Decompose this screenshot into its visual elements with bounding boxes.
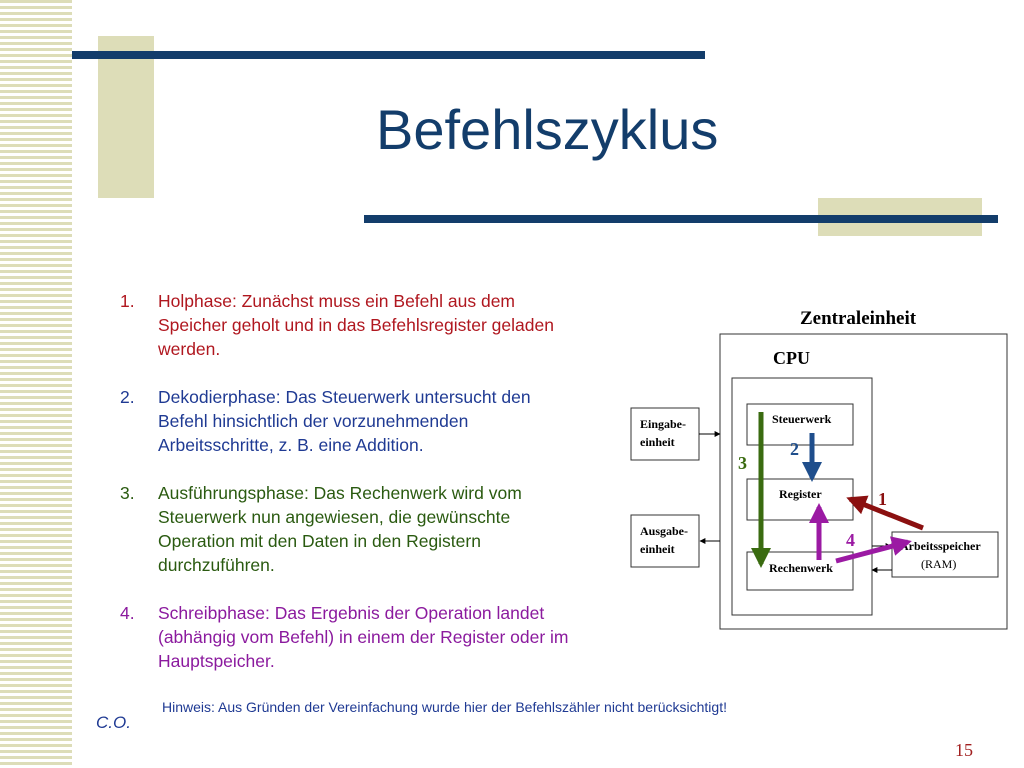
step-item <box>116 289 576 361</box>
accent-block-top <box>98 36 154 198</box>
step-list <box>116 289 576 697</box>
input-unit-box <box>631 408 699 460</box>
title-bar-bottom <box>364 215 998 223</box>
diagram-title: Zentraleinheit <box>800 308 917 329</box>
step-text: Schreibphase: Das Ergebnis der Operation landet (abhängig vom Befehl) in einem der Register oder im Hauptspeicher. <box>158 603 569 671</box>
output-unit-box <box>631 515 699 567</box>
register-label: Register <box>779 487 822 501</box>
slide-title: Befehlszyklus <box>376 98 719 161</box>
step-number: 1. <box>120 291 135 311</box>
step-item <box>116 481 576 577</box>
decorative-stripes <box>0 0 72 768</box>
memory-label-line: (RAM) <box>921 557 957 571</box>
cpu-label: CPU <box>773 348 810 368</box>
step-number: 3. <box>120 483 135 503</box>
arrow-label-1: 1 <box>878 489 887 509</box>
page-number: 15 <box>955 740 973 760</box>
arrow-label-2: 2 <box>790 439 799 459</box>
author-initials: C.O. <box>96 713 131 732</box>
arrow-label-3: 3 <box>738 453 747 473</box>
alu-label: Rechenwerk <box>769 561 833 575</box>
step-item <box>116 601 576 673</box>
step-text: Dekodierphase: Das Steuerwerk untersucht den Befehl hinsichtlich der vorzunehmenden Arbeitsschritte, z. B. eine Addition. <box>158 387 531 455</box>
step-item <box>116 385 576 457</box>
output-unit-label-line: Ausgabe- <box>640 524 689 538</box>
output-unit-label-line: einheit <box>640 542 675 556</box>
input-unit-label-line: Eingabe- <box>640 417 687 431</box>
hint-note: Hinweis: Aus Gründen der Vereinfachung wurde hier der Befehlszähler nicht berücksichtigt! <box>162 699 727 715</box>
title-bar-top <box>72 51 705 59</box>
control-unit-label: Steuerwerk <box>772 412 832 426</box>
step-text: Ausführungsphase: Das Rechenwerk wird vom Steuerwerk nun angewiesen, die gewünschte Operation mit den Daten in den Registern durchzuführen. <box>158 483 522 575</box>
cpu-diagram <box>620 296 1020 646</box>
step-number: 2. <box>120 387 135 407</box>
memory-label-line: Arbeitsspeicher <box>900 539 981 553</box>
arrow-label-4: 4 <box>846 530 855 550</box>
input-unit-label-line: einheit <box>640 435 675 449</box>
step-number: 4. <box>120 603 135 623</box>
step-text: Holphase: Zunächst muss ein Befehl aus dem Speicher geholt und in das Befehlsregister geladen werden. <box>158 291 554 359</box>
